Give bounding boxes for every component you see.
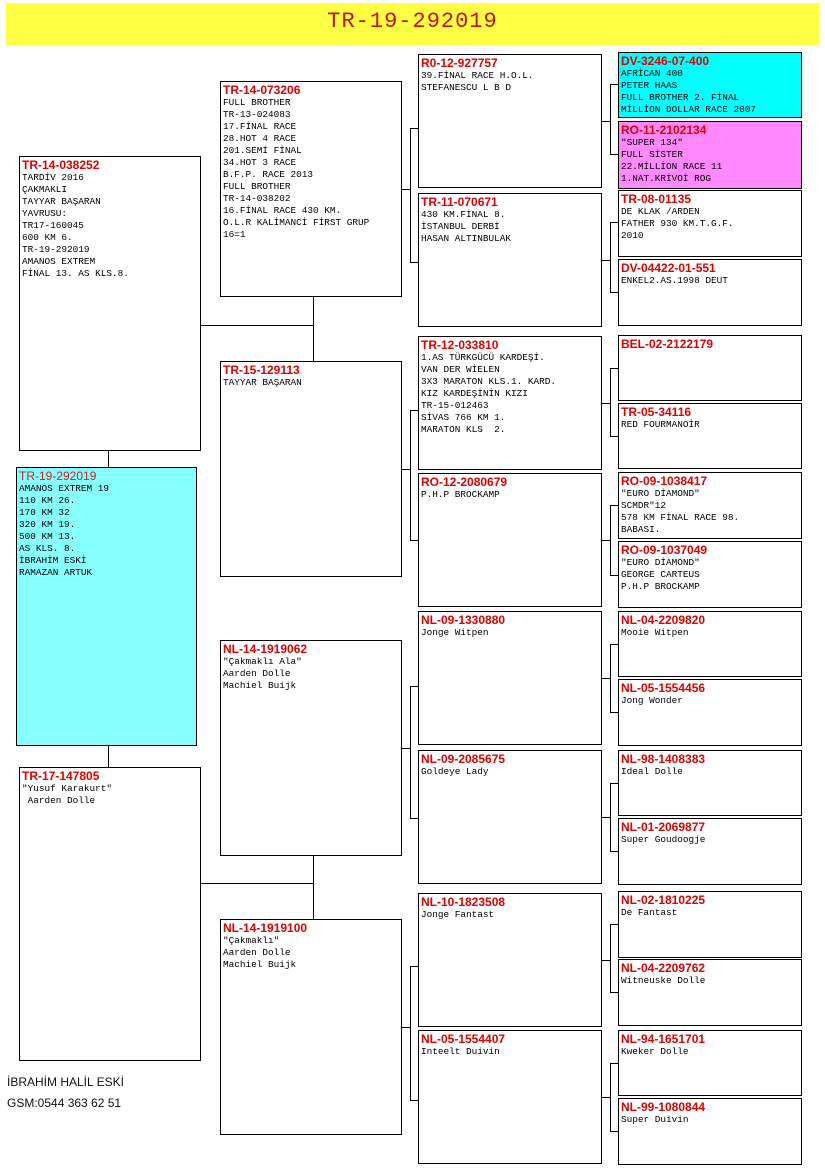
bird-info-line: FULL BROTHER — [223, 181, 291, 192]
bird-info-line: SCMDR"12 — [621, 500, 667, 511]
bird-info-line: 600 KM 6. — [22, 232, 73, 243]
connector-line — [610, 1131, 618, 1132]
page-title: TR-19-292019 — [327, 9, 498, 34]
connector-line — [108, 746, 109, 767]
gen5-box — [618, 1098, 802, 1165]
gen5-box — [618, 335, 802, 401]
great-grandparent-box — [418, 473, 602, 607]
connector-line — [201, 883, 313, 884]
connector-line — [410, 540, 418, 541]
sire-box — [19, 156, 201, 451]
bird-info-line: 3X3 MARATON KLS.1. KARD. — [421, 376, 557, 387]
connector-line — [602, 960, 610, 961]
connector-line — [402, 469, 410, 470]
bird-info-line: PETER HAAS — [621, 80, 678, 91]
ring-number: TR-17-147805 — [22, 769, 100, 783]
owner-phone: GSM:0544 363 62 51 — [7, 1096, 122, 1110]
ring-number: NL-05-1554456 — [621, 681, 706, 695]
bird-info-line: TAYYAR BAŞARAN — [22, 196, 101, 207]
ring-number: BEL-02-2122179 — [621, 337, 714, 351]
connector-line — [410, 262, 418, 263]
bird-info-line: "Çakmaklı" — [223, 935, 280, 946]
connector-line — [610, 505, 611, 576]
bird-info-line: AMANOS EXTREM — [22, 256, 96, 267]
great-grandparent-box — [418, 54, 602, 188]
connector-line — [201, 325, 313, 326]
connector-line — [610, 505, 618, 506]
ring-number: TR-05-34116 — [621, 405, 692, 419]
bird-info-line: 28.HOT 4 RACE — [223, 133, 297, 144]
bird-info-line: 39.FİNAL RACE H.O.L. — [421, 70, 534, 81]
bird-info-line: 1.NAT.KRİVOİ ROG — [621, 173, 712, 184]
bird-info-line: Jonge Fantast — [421, 909, 495, 920]
connector-line — [410, 410, 411, 541]
connector-line — [602, 403, 610, 404]
bird-info-line: 17.FİNAL RACE — [223, 121, 297, 132]
ring-number: RO-12-2080679 — [421, 475, 508, 489]
connector-line — [313, 297, 314, 361]
ring-number: NL-09-2085675 — [421, 752, 506, 766]
ring-number: TR-15-129113 — [223, 363, 300, 377]
great-grandparent-box — [418, 750, 602, 884]
connector-line — [602, 260, 610, 261]
bird-info-line: Jonge Witpen — [421, 627, 489, 638]
bird-info-line: TR17-160045 — [22, 220, 84, 231]
bird-info-line: HASAN ALTINBULAK — [421, 233, 512, 244]
bird-info-line: 430 KM.FİNAL 8. — [421, 209, 506, 220]
connector-line — [610, 368, 618, 369]
bird-info-line: İSTANBUL DERBİ — [421, 221, 500, 232]
gen5-box — [618, 541, 802, 608]
ring-number: NL-05-1554407 — [421, 1032, 506, 1046]
bird-info-line: FULL SİSTER — [621, 149, 683, 160]
bird-info-line: Aarden Dolle — [223, 947, 291, 958]
bird-info-line: 16.FİNAL RACE 430 KM. — [223, 205, 342, 216]
bird-info-line: GEORGE CARTEUS — [621, 569, 700, 580]
gen5-box — [618, 818, 802, 885]
gen5-box — [618, 611, 802, 677]
bird-info-line: Aarden Dolle — [22, 795, 96, 806]
bird-info-line: TR-15-012463 — [421, 400, 489, 411]
ring-number: NL-98-1408383 — [621, 752, 706, 766]
bird-info-line: 170 KM 32 — [19, 507, 70, 518]
subject-box — [16, 467, 197, 746]
ring-number: TR-14-073206 — [223, 83, 301, 97]
ring-number: NL-94-1651701 — [621, 1032, 706, 1046]
ring-number: TR-08-01135 — [621, 192, 692, 206]
bird-info-line: Ideal Dolle — [621, 766, 683, 777]
connector-line — [610, 712, 618, 713]
owner-name: İBRAHİM HALİL ESKİ — [7, 1075, 124, 1089]
connector-line — [410, 818, 418, 819]
gen5-box — [618, 121, 802, 189]
connector-line — [410, 686, 411, 819]
ring-number: RO-09-1038417 — [621, 474, 708, 488]
bird-info-line: B.F.P. RACE 2013 — [223, 169, 314, 180]
bird-info-line: "EURO DİAMOND" — [621, 557, 700, 568]
bird-info-line: KIZ KARDEŞİNİN KIZI — [421, 388, 528, 399]
ring-number: DV-04422-01-551 — [621, 261, 716, 275]
bird-info-line: 578 KM FİNAL RACE 98. — [621, 512, 740, 523]
bird-info-line: Inteelt Duivin — [421, 1046, 500, 1057]
bird-info-line: MİLLİON DOLLAR RACE 2007 — [621, 104, 757, 115]
connector-line — [410, 128, 418, 129]
connector-line — [610, 644, 618, 645]
great-grandparent-box — [418, 193, 602, 327]
bird-info-line: "Çakmaklı Ala" — [223, 656, 302, 667]
connector-line — [602, 1097, 610, 1098]
grandparent-box — [220, 919, 402, 1135]
bird-info-line: ÇAKMAKLI — [22, 184, 68, 195]
grandparent-box — [220, 640, 402, 856]
bird-info-line: FULL BROTHER — [223, 97, 291, 108]
bird-info-line: 320 KM 19. — [19, 519, 76, 530]
connector-line — [410, 128, 411, 263]
connector-line — [410, 410, 418, 411]
ring-number: NL-04-2209762 — [621, 961, 706, 975]
gen5-box — [618, 472, 802, 539]
ring-number: RO-11-2102134 — [621, 123, 707, 137]
bird-info-line: RAMAZAN ARTUK — [19, 567, 93, 578]
bird-info-line: TARDİV 2016 — [22, 172, 84, 183]
connector-line — [610, 84, 611, 155]
bird-info-line: "EURO DİAMOND" — [621, 488, 700, 499]
bird-info-line: De Fantast — [621, 907, 678, 918]
bird-info-line: STEFANESCU L B D — [421, 82, 512, 93]
bird-info-line: YAVRUSU: — [22, 208, 68, 219]
bird-info-line: SİVAS 766 KM 1. — [421, 412, 506, 423]
connector-line — [602, 678, 610, 679]
connector-line — [610, 1063, 618, 1064]
ring-number: NL-01-2069877 — [621, 820, 706, 834]
bird-info-line: TR-13-024083 — [223, 109, 291, 120]
connector-line — [402, 1027, 410, 1028]
bird-info-line: Witneuske Dolle — [621, 975, 706, 986]
great-grandparent-box — [418, 611, 602, 745]
gen5-box — [618, 190, 802, 257]
connector-line — [602, 817, 610, 818]
gen5-box — [618, 679, 802, 746]
dam-box — [19, 767, 201, 1061]
connector-line — [402, 189, 410, 190]
ring-number: NL-99-1080844 — [621, 1100, 706, 1114]
ring-number: DV-3246-07-400 — [621, 54, 710, 68]
bird-info-line: 500 KM 13. — [19, 531, 76, 542]
connector-line — [610, 924, 611, 993]
connector-line — [410, 1100, 418, 1101]
ring-number: NL-14-1919062 — [223, 642, 308, 656]
bird-info-line: Mooie Witpen — [621, 627, 689, 638]
bird-info-line: Machiel Buijk — [223, 959, 297, 970]
grandparent-box — [220, 81, 402, 297]
connector-line — [108, 451, 109, 467]
connector-line — [402, 748, 410, 749]
bird-info-line: Kweker Dolle — [621, 1046, 689, 1057]
gen5-box — [618, 259, 802, 326]
connector-line — [610, 851, 618, 852]
connector-line — [610, 575, 618, 576]
bird-info-line: P.H.P BROCKAMP — [621, 581, 700, 592]
connector-line — [610, 292, 618, 293]
bird-info-line: Jong Wonder — [621, 695, 683, 706]
gen5-box — [618, 1030, 802, 1096]
ring-number: TR-12-033810 — [421, 338, 499, 352]
bird-info-line: ENKEL2.AS.1998 DEUT — [621, 275, 728, 286]
connector-line — [610, 436, 618, 437]
bird-info-line: Aarden Dolle — [223, 668, 291, 679]
connector-line — [610, 924, 618, 925]
connector-line — [313, 855, 314, 919]
bird-info-line: İBRAHİM ESKİ — [19, 555, 87, 566]
connector-line — [610, 154, 618, 155]
great-grandparent-box — [418, 893, 602, 1027]
bird-info-line: AFRİCAN 400 — [621, 68, 683, 79]
connector-line — [410, 966, 411, 1101]
connector-line — [410, 686, 418, 687]
bird-info-line: BABASI. — [621, 524, 661, 535]
bird-info-line: P.H.P BROCKAMP — [421, 489, 500, 500]
gen5-box — [618, 891, 802, 958]
ring-number: TR-19-292019 — [19, 469, 97, 483]
great-grandparent-box — [418, 1030, 602, 1164]
bird-info-line: MARATON KLS 2. — [421, 424, 506, 435]
gen5-box — [618, 750, 802, 816]
bird-info-line: AS KLS. 8. — [19, 543, 76, 554]
connector-line — [610, 644, 611, 713]
bird-info-line: TR-19-292019 — [22, 244, 90, 255]
bird-info-line: VAN DER WİELEN — [421, 364, 500, 375]
bird-info-line: 110 KM 26. — [19, 495, 76, 506]
ring-number: NL-09-1330880 — [421, 613, 506, 627]
grandparent-box — [220, 361, 402, 577]
bird-info-line: 1.AS TÜRKGÜCÜ KARDEŞİ. — [421, 352, 545, 363]
bird-info-line: RED FOURMANOİR — [621, 419, 700, 430]
connector-line — [610, 992, 618, 993]
bird-info-line: TAYYAR BAŞARAN — [223, 377, 302, 388]
great-grandparent-box — [418, 336, 602, 470]
bird-info-line: FATHER 930 KM.T.G.F. — [621, 218, 734, 229]
ring-number: TR-11-070671 — [421, 195, 498, 209]
bird-info-line: TR-14-038202 — [223, 193, 291, 204]
ring-number: NL-10-1823508 — [421, 895, 506, 909]
bird-info-line: 34.HOT 3 RACE — [223, 157, 297, 168]
bird-info-line: 201.SEMİ FİNAL — [223, 145, 302, 156]
gen5-box — [618, 52, 802, 118]
bird-info-line: Super Duivin — [621, 1114, 689, 1125]
ring-number: TR-14-038252 — [22, 158, 100, 172]
connector-line — [610, 84, 618, 85]
connector-line — [610, 783, 618, 784]
ring-number: NL-04-2209820 — [621, 613, 706, 627]
bird-info-line: Goldeye Lady — [421, 766, 489, 777]
gen5-box — [618, 959, 802, 1026]
ring-number: NL-02-1810225 — [621, 893, 706, 907]
bird-info-line: Super Goudoogje — [621, 834, 706, 845]
bird-info-line: DE KLAK /ARDEN — [621, 206, 700, 217]
connector-line — [602, 121, 610, 122]
bird-info-line: "Yusuf Karakurt" — [22, 783, 113, 794]
connector-line — [610, 1063, 611, 1132]
bird-info-line: O.L.R KALİMANCİ FİRST GRUP — [223, 217, 370, 228]
connector-line — [610, 783, 611, 852]
bird-info-line: FULL BROTHER 2. FİNAL — [621, 92, 740, 103]
connector-line — [602, 540, 610, 541]
bird-info-line: 2010 — [621, 230, 644, 241]
bird-info-line: "SUPER 134" — [621, 137, 683, 148]
ring-number: NL-14-1919100 — [223, 921, 308, 935]
title-bar — [6, 3, 819, 45]
ring-number: R0-12-927757 — [421, 56, 498, 70]
bird-info-line: 22.MİLLİON RACE 11 — [621, 161, 723, 172]
connector-line — [610, 222, 611, 293]
gen5-box — [618, 403, 802, 469]
connector-line — [610, 368, 611, 437]
ring-number: RO-09-1037049 — [621, 543, 708, 557]
bird-info-line: Machiel Buijk — [223, 680, 297, 691]
bird-info-line: AMANOS EXTREM 19 — [19, 483, 110, 494]
bird-info-line: FİNAL 13. AS KLS.8. — [22, 268, 129, 279]
connector-line — [610, 222, 618, 223]
bird-info-line: 16=1 — [223, 229, 246, 240]
connector-line — [410, 966, 418, 967]
